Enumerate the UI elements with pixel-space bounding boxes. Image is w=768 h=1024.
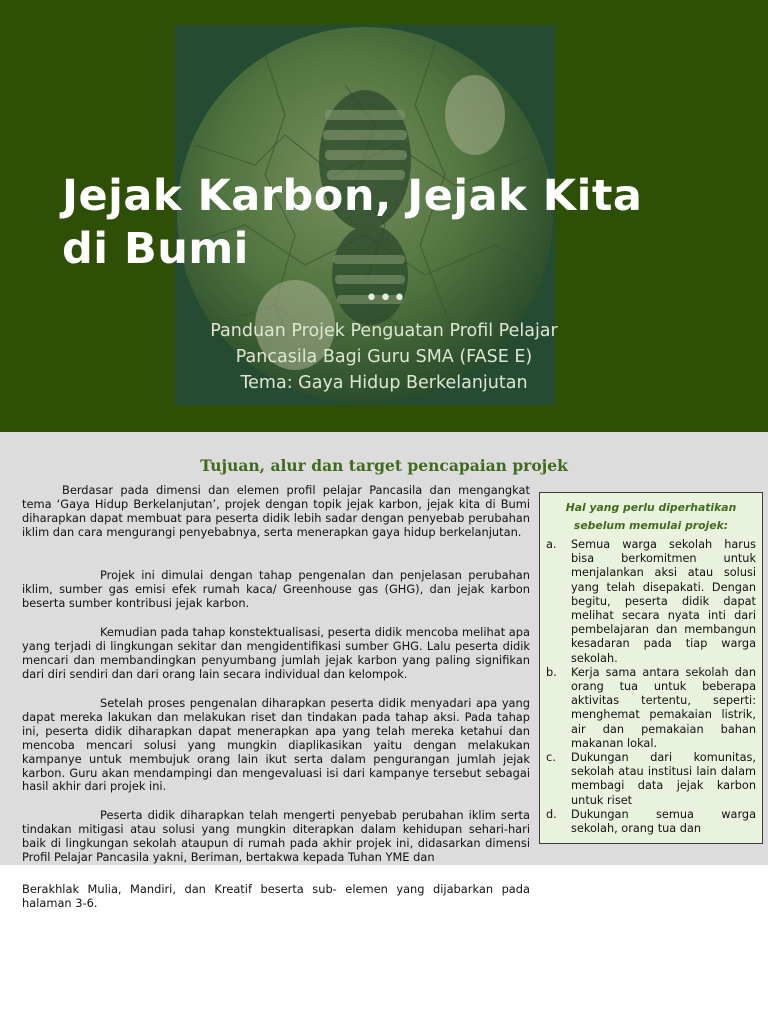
body-paragraph-continuation: Berakhlak Mulia, Mandiri, dan Kreatif beserta sub- elemen yang dijabarkan pada halaman 3-6.: [22, 882, 530, 910]
paragraph-text: Setelah proses pengenalan diharapkan peserta didik menyadari apa yang dapat mereka lakukan dan melakukan riset dan tindakan pada tahap aksi. Pada tahap ini, peserta didik diharapkan dapat menerapkan apa yang telah mereka ketahui dan mencoba mencari solusi yang mungkin diaplikasikan yaitu dengan melakukan kampanye untuk membujuk orang lain ikut serta dalam pengurangan jumlah jejak karbon. Guru akan mendampingi dan mengevaluasi isi dari kampanye tersebut sebagai hasil akhir dari projek ini.: [22, 696, 530, 794]
checklist-item: [546, 538, 756, 666]
subtitle-line: Pancasila Bagi Guru SMA (FASE E): [235, 347, 533, 367]
cover-hero: [0, 0, 768, 432]
checklist: [540, 538, 762, 836]
item-text: Kerja sama antara sekolah dan orang tua untuk beberapa aktivitas tertentu, seperti: menghemat pemakaian listrik, air dan pemakaian bahan makanan lokal.: [571, 665, 756, 750]
item-marker: a.: [546, 538, 557, 551]
paragraph-text: Berdasar pada dimensi dan elemen profil pelajar Pancasila dan mengangkat tema ‘Gaya Hidup Berkelanjutan’, projek dengan topik jejak karbon, jejak kita di Bumi diharapkan dapat membuat para peserta didik lebih sadar dengan penyebab perubahan iklim dan cara mengurangi penyebabnya, serta menerapkan gaya hidup berkelanjutan.: [22, 483, 530, 539]
subtitle-line: Panduan Projek Penguatan Profil Pelajar: [210, 321, 558, 341]
item-text: Dukungan dari komunitas, sekolah atau institusi lain dalam membagi data jejak karbon untuk riset: [571, 751, 756, 807]
checklist-heading: Hal yang perlu diperhatikan sebelum memulai projek:: [565, 501, 737, 532]
paragraph-text: Kemudian pada tahap konstektualisasi, peserta didik mencoba melihat apa yang terjadi di lingkungan sekitar dan mengidentifikasi sumber GHG. Lalu peserta didik mencari dan membandingkan penyumbang jumlah jejak karbon yang paling signifikan dari diri sendiri dan dari orang lain secara individual dan kelompok.: [22, 625, 530, 681]
body-paragraph: [22, 484, 530, 540]
body-paragraph: [22, 626, 530, 682]
item-marker: b.: [546, 665, 557, 679]
body-paragraph: [22, 697, 530, 794]
body-paragraph: [22, 809, 530, 864]
checklist-item: [546, 751, 756, 808]
body-paragraph: [22, 569, 530, 611]
document-title: Jejak Karbon, Jejak Kita di Bumi: [62, 171, 643, 274]
checklist-item: [546, 808, 756, 836]
item-marker: d.: [546, 807, 557, 821]
title-ellipsis-decoration: •••: [365, 286, 407, 311]
checklist-item: [546, 666, 756, 751]
item-marker: c.: [546, 751, 556, 765]
section-heading: Tujuan, alur dan target pencapaian projek: [200, 456, 568, 475]
document-subtitle: [0, 318, 768, 396]
paragraph-text: Peserta didik diharapkan telah mengerti penyebab perubahan iklim serta tindakan mitigasi atau solusi yang mungkin diterapkan dalam kehidupan sehari-hari baik di lingkungan sekolah ataupun di rumah pada akhir projek ini, didasarkan dimensi Profil Pelajar Pancasila yakni, Beriman, bertakwa kepada Tuhan YME dan: [22, 809, 530, 864]
item-text: Semua warga sekolah harus bisa berkomitmen untuk menjalankan aksi atau solusi yang telah disepakati. Dengan begitu, peserta didik dapat melihat secara nyata inti dari pembelajaran dan membangun kesadaran pada tiap warga sekolah.: [571, 538, 756, 665]
subtitle-line: Tema: Gaya Hidup Berkelanjutan: [240, 373, 528, 393]
paragraph-text: Projek ini dimulai dengan tahap pengenalan dan penjelasan perubahan iklim, sumber gas emisi efek rumah kaca/ Greenhouse gas (GHG), dan jejak karbon beserta sumber kontribusi jejak karbon.: [22, 568, 530, 610]
item-text: Dukungan semua warga sekolah, orang tua dan: [571, 807, 756, 836]
checklist-box: [539, 492, 763, 844]
